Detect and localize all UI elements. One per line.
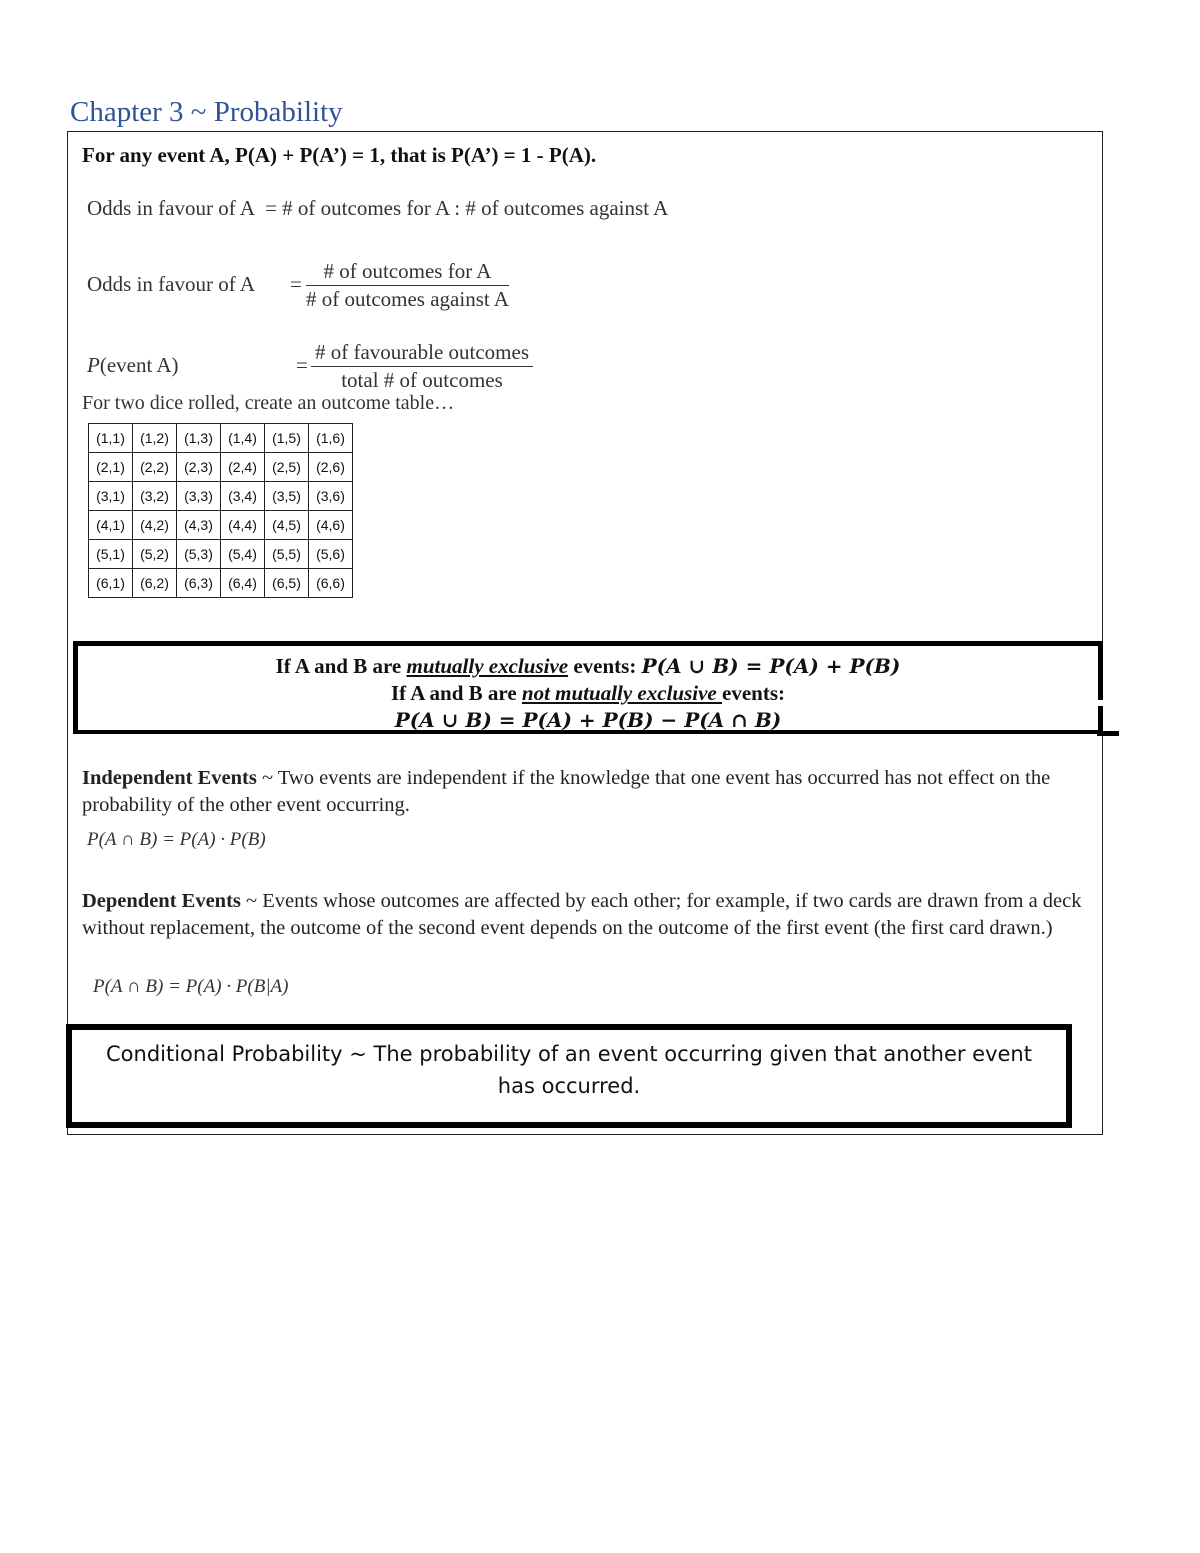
dice-cell: (1,3) [177,424,221,453]
dice-cell: (2,6) [309,453,353,482]
independent-term: Independent Events [82,767,257,789]
dice-cell: (6,5) [265,569,309,598]
dice-cell: (2,1) [89,453,133,482]
probability-p: P [87,353,100,377]
independent-events-definition: Independent Events ~ Two events are independent if the knowledge that one event has occurred has not effect on the probability of the other event occurring. [82,767,1051,816]
dice-cell: (3,4) [221,482,265,511]
dice-cell: (3,5) [265,482,309,511]
dice-cell: (5,5) [265,540,309,569]
dice-cell: (6,3) [177,569,221,598]
table-row [89,511,353,540]
odds-fraction-lhs: Odds in favour of A [87,272,255,296]
dice-cell: (2,2) [133,453,177,482]
dice-cell: (3,1) [89,482,133,511]
dice-cell: (4,5) [265,511,309,540]
box-notch [1097,700,1107,706]
independent-formula: P(A ∩ B) = P(A) · P(B) [87,829,266,850]
odds-fraction [306,259,509,312]
page-title: Chapter 3 ~ Probability [70,96,343,128]
probability-numerator: # of favourable outcomes [311,340,533,367]
dice-cell: (3,2) [133,482,177,511]
dice-cell: (3,6) [309,482,353,511]
dice-cell: (6,6) [309,569,353,598]
dice-cell: (2,3) [177,453,221,482]
dice-cell: (4,1) [89,511,133,540]
dice-cell: (4,6) [309,511,353,540]
odds-ratio-lhs: Odds in favour of A [87,196,254,220]
addition-formula-general: P(A ∪ B) = P(A) + P(B) − P(A ∩ B) [394,708,782,732]
dice-cell: (1,5) [265,424,309,453]
odds-ratio-line [87,196,668,221]
odds-numerator: # of outcomes for A [306,259,509,286]
dice-cell: (2,5) [265,453,309,482]
dice-outcome-table [88,423,353,598]
dice-cell: (6,4) [221,569,265,598]
dice-cell: (4,3) [177,511,221,540]
dice-cell: (1,6) [309,424,353,453]
odds-fraction-eq: = [290,272,302,296]
dice-cell: (5,2) [133,540,177,569]
dice-cell: (5,4) [221,540,265,569]
probability-denominator: total # of outcomes [341,368,503,392]
odds-denominator: # of outcomes against A [306,287,509,311]
dice-cell: (5,1) [89,540,133,569]
addition-formula-exclusive: P(A ∪ B) = P(A) + P(B) [641,654,901,678]
dice-cell: (1,4) [221,424,265,453]
dice-cell: (2,4) [221,453,265,482]
dependent-events-definition: Dependent Events ~ Events whose outcomes are affected by each other; for example, if two cards are drawn from a deck without replacement, the outcome of the second event depends on the outcome of the first event (the first card drawn.) [82,890,1082,939]
dependent-formula: P(A ∩ B) = P(A) · P(B|A) [93,976,289,997]
probability-eq: = [296,353,308,377]
table-row [89,424,353,453]
table-row [89,453,353,482]
dice-cell: (3,3) [177,482,221,511]
addition-line-2: If A and B are not mutually exclusive events: [391,681,785,705]
conditional-probability-text: Conditional Probability ~ The probability of an event occurring given that another event has occurred. [106,1042,1032,1098]
table-row [89,482,353,511]
probability-lhs [87,353,179,378]
dice-cell: (6,2) [133,569,177,598]
table-row [89,540,353,569]
dice-cell: (1,1) [89,424,133,453]
addition-line-3 [78,707,1098,734]
odds-ratio-rhs: = # of outcomes for A : # of outcomes against A [265,196,669,220]
addition-line-1: If A and B are mutually exclusive events: P(A ∪ B) = P(A) + P(B) [275,654,901,678]
addition-rule-box [73,641,1103,734]
dice-intro: For two dice rolled, create an outcome table… [82,392,455,414]
table-row [89,569,353,598]
dependent-term: Dependent Events [82,890,241,912]
probability-fraction [311,340,533,393]
dice-cell: (4,4) [221,511,265,540]
dice-cell: (4,2) [133,511,177,540]
dice-cell: (5,6) [309,540,353,569]
dice-cell: (6,1) [89,569,133,598]
dice-cell: (1,2) [133,424,177,453]
box-tail [1097,731,1119,736]
conditional-probability-box [66,1024,1072,1128]
probability-event: (event A) [99,353,179,377]
complement-rule: For any event A, P(A) + P(A’) = 1, that is P(A’) = 1 - P(A). [82,143,597,167]
dice-cell: (5,3) [177,540,221,569]
